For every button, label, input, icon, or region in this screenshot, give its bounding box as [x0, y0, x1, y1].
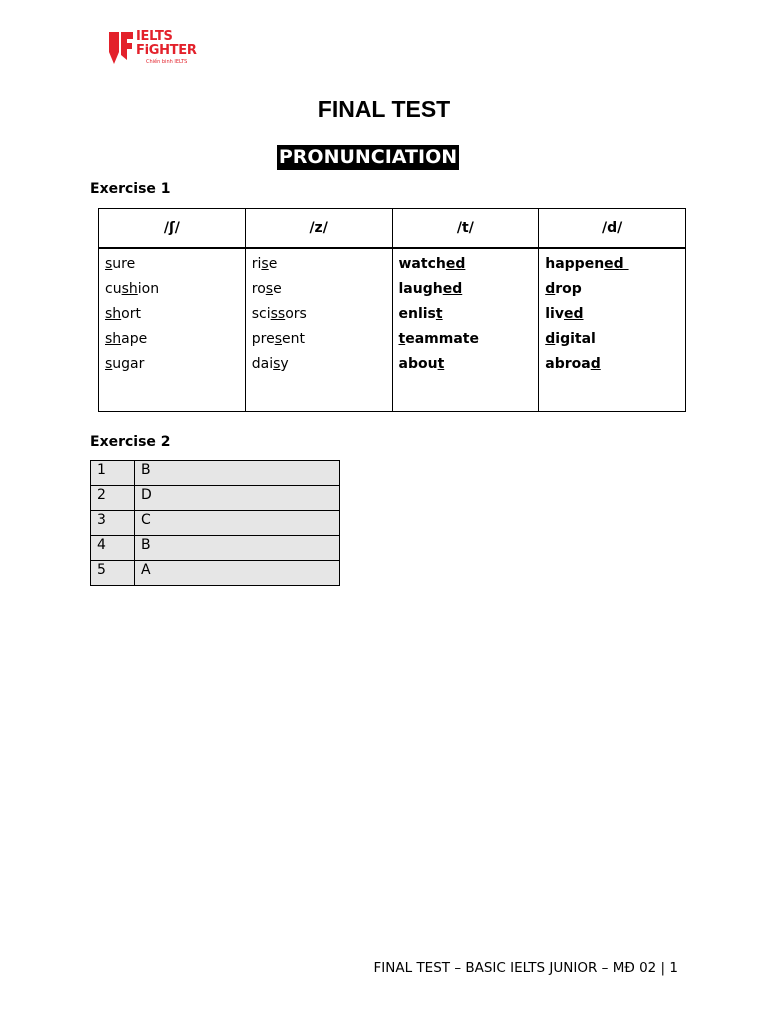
- answer: B: [135, 536, 340, 561]
- underlined-sound: ss: [270, 306, 286, 322]
- word-item: shape: [105, 331, 148, 347]
- word-item: abroad: [545, 356, 601, 372]
- underlined-sound: s: [265, 281, 274, 297]
- underlined-sound: d: [545, 281, 556, 297]
- word-item: teammate: [398, 331, 479, 347]
- word-item: daisy: [251, 356, 289, 372]
- question-number: 3: [91, 511, 135, 536]
- column-header: /d/: [539, 209, 686, 249]
- word-item: present: [251, 331, 305, 347]
- underlined-sound: s: [105, 256, 113, 272]
- underlined-sound: ed: [445, 256, 466, 272]
- answer-row: [91, 561, 340, 586]
- underlined-sound: s: [261, 256, 269, 272]
- word-item: watched: [398, 256, 466, 272]
- word-item: sugar: [105, 356, 145, 372]
- page-footer: FINAL TEST – BASIC IELTS JUNIOR – MĐ 02 | 1: [373, 960, 678, 976]
- answer: A: [135, 561, 340, 586]
- answer-row: [91, 511, 340, 536]
- underlined-sound: s: [105, 356, 113, 372]
- word-column-z: [245, 248, 392, 412]
- question-number: 4: [91, 536, 135, 561]
- exercise-2-label: Exercise 2: [90, 434, 171, 450]
- word-item: sure: [105, 256, 136, 272]
- answer-row: [91, 486, 340, 511]
- word-item: drop: [545, 281, 582, 297]
- word-item: cushion: [105, 281, 160, 297]
- underlined-sound: s: [274, 331, 282, 347]
- exercise-1-label: Exercise 1: [90, 181, 171, 197]
- logo-tagline: Chiến binh IELTS: [146, 59, 188, 65]
- underlined-sound: d: [545, 331, 556, 347]
- question-number: 1: [91, 461, 135, 486]
- underlined-sound: t: [437, 356, 445, 372]
- underlined-sound: d: [590, 356, 601, 372]
- column-header: /ʃ/: [99, 209, 246, 249]
- underlined-sound: ed: [604, 256, 629, 272]
- word-item: about: [398, 356, 445, 372]
- logo-mark-icon: [108, 30, 134, 66]
- answer: C: [135, 511, 340, 536]
- word-item: digital: [545, 331, 596, 347]
- word-item: laughed: [398, 281, 463, 297]
- column-header: /z/: [245, 209, 392, 249]
- underlined-sound: ed: [442, 281, 463, 297]
- answer-row: [91, 536, 340, 561]
- underlined-sound: t: [398, 331, 406, 347]
- word-column-d: [539, 248, 686, 412]
- ielts-fighter-logo: [108, 30, 220, 68]
- answer-row: [91, 461, 340, 486]
- word-item: rose: [251, 281, 282, 297]
- underlined-sound: sh: [105, 331, 122, 347]
- column-header: /t/: [392, 209, 539, 249]
- word-column-sh: [99, 248, 246, 412]
- underlined-sound: s: [273, 356, 281, 372]
- question-number: 2: [91, 486, 135, 511]
- word-item: lived: [545, 306, 584, 322]
- word-column-t: [392, 248, 539, 412]
- page-title: FINAL TEST: [317, 96, 451, 122]
- word-item: rise: [251, 256, 278, 272]
- word-item: happened: [545, 256, 629, 272]
- word-item: enlist: [398, 306, 443, 322]
- word-item: scissors: [251, 306, 307, 322]
- underlined-sound: t: [435, 306, 443, 322]
- question-number: 5: [91, 561, 135, 586]
- underlined-sound: sh: [121, 281, 138, 297]
- underlined-sound: sh: [105, 306, 122, 322]
- underlined-sound: ed: [563, 306, 584, 322]
- answer: D: [135, 486, 340, 511]
- exercise-1-table: [98, 208, 686, 412]
- word-item: short: [105, 306, 141, 322]
- answer: B: [135, 461, 340, 486]
- exercise-2-answer-table: [90, 460, 340, 586]
- logo-wordmark: IELTS FiGHTER: [136, 29, 197, 58]
- section-heading: PRONUNCIATION: [278, 146, 458, 168]
